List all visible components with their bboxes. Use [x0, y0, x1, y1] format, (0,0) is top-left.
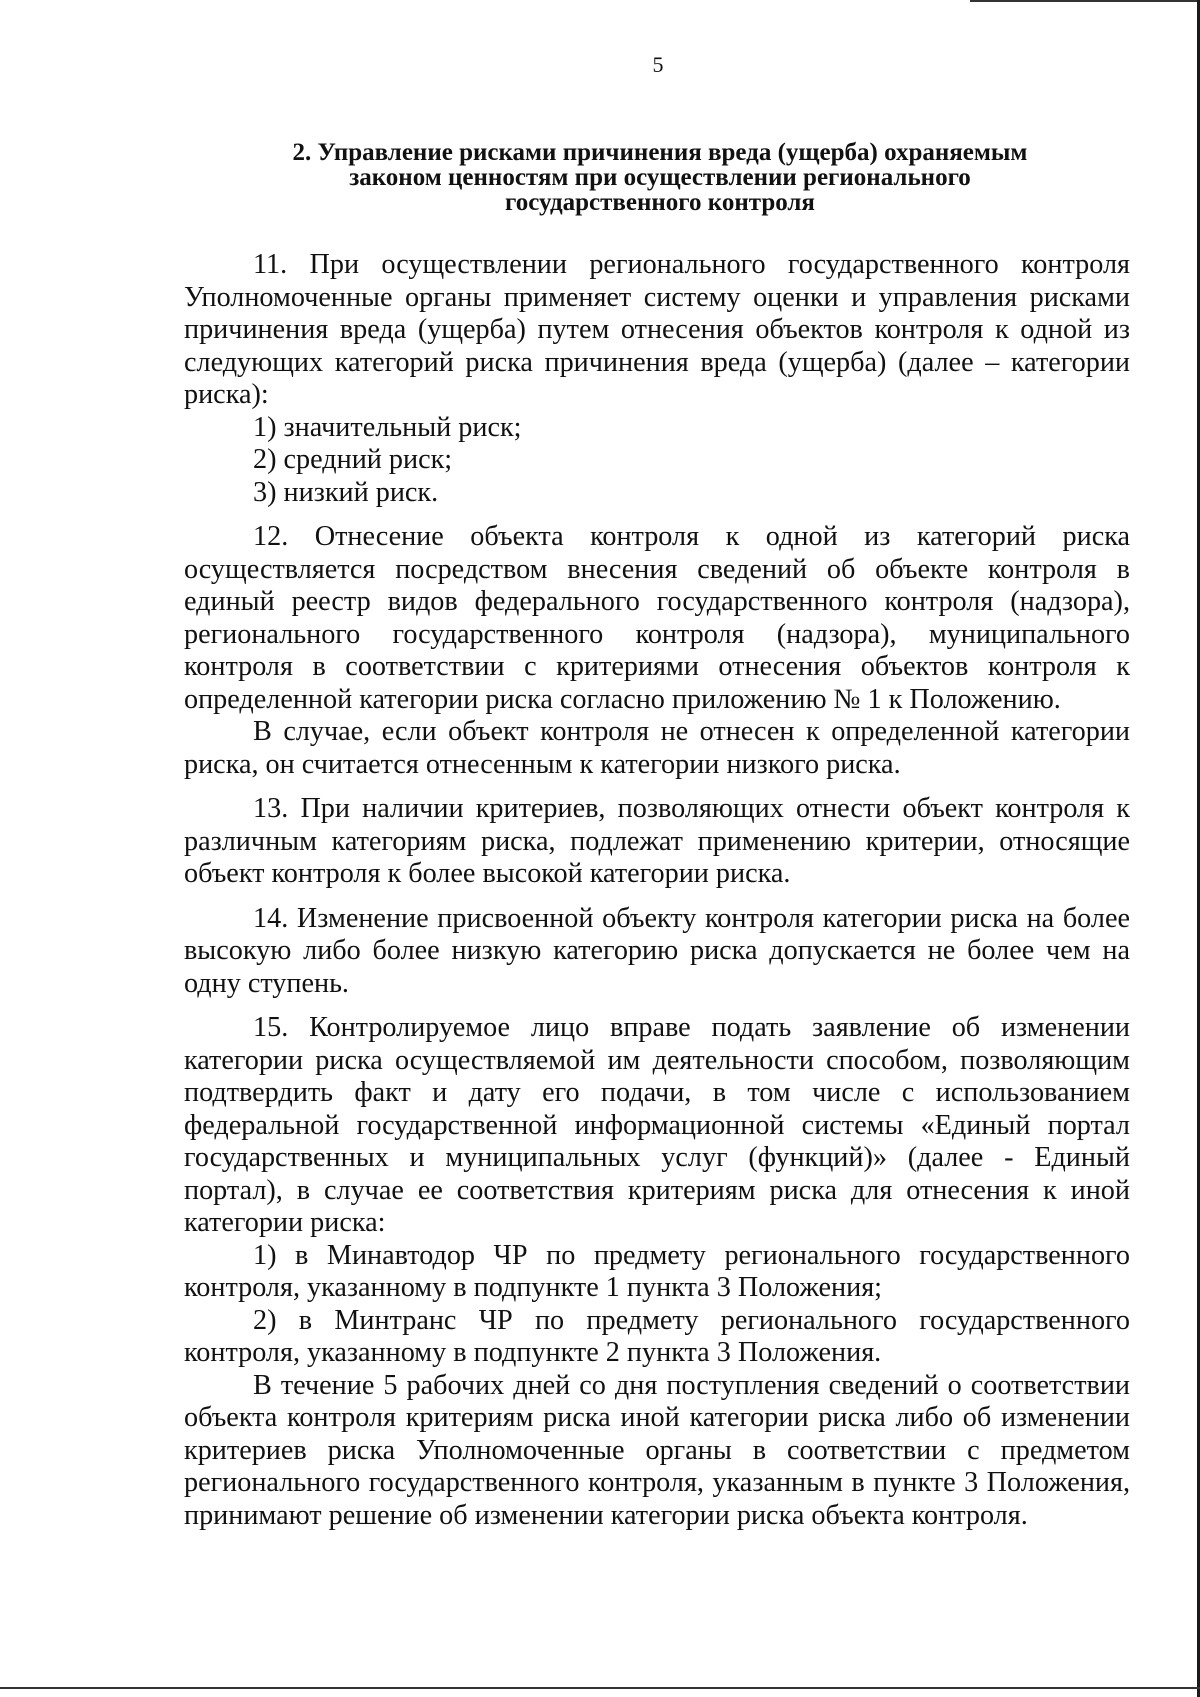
list-item-3: 3) низкий риск.: [253, 476, 439, 508]
scan-edge-bottom: [0, 1687, 1200, 1689]
paragraph-15-item-1: 1) в Минавтодор ЧР по предмету регионального государственного контроля, указанному в подпункте 1 пункта 3 Положения;: [184, 1239, 1130, 1303]
paragraph-15: 15. Контролируемое лицо вправе подать заявление об изменении категории риска осуществляемой им деятельности способом, позволяющим подтвердить факт и дату его подачи, в том числе с использованием федеральной государственной информационной системы «Единый портал государственных и муниципальных услуг (функций)» (далее - Единый портал), в случае ее соответствия критериям риска для отнесения к иной категории риска:: [184, 1012, 1130, 1238]
paragraph-12: 12. Отнесение объекта контроля к одной из категорий риска осуществляется посредством внесения сведений об объекте контроля в единый реестр видов федерального государственного контроля (надзора), регионального государственного контроля (надзора), муниципального контроля в соответствии с критериями отнесения объектов контроля к определенной категории риска согласно приложению № 1 к Положению.: [184, 521, 1130, 715]
paragraph-13: 13. При наличии критериев, позволяющих отнести объект контроля к различным категориям риска, подлежат применению критерии, относящие объект контроля к более высокой категории риска.: [184, 793, 1130, 889]
paragraph-15-item-2: 2) в Минтранс ЧР по предмету регионального государственного контроля, указанному в подпункте 2 пункта 3 Положения.: [184, 1304, 1130, 1368]
scan-edge-top: [970, 0, 1200, 2]
paragraph-12-continuation: В случае, если объект контроля не отнесен к определенной категории риска, он считается отнесенным к категории низкого риска.: [184, 716, 1130, 780]
section-title-line: государственного контроля: [505, 189, 815, 216]
paragraph-14: 14. Изменение присвоенной объекту контроля категории риска на более высокую либо более низкую категорию риска допускается не более чем на одну ступень.: [184, 902, 1130, 999]
list-item-2: 2) средний риск;: [253, 444, 453, 475]
section-title-line: 2. Управление рисками причинения вреда (ущерба) охраняемым: [292, 139, 1028, 166]
section-title-line: законом ценностям при осуществлении регионального: [349, 164, 971, 191]
paragraph-15-continuation: В течение 5 рабочих дней со дня поступления сведений о соответствии объекта контроля критериям риска иной категории риска либо об изменении критериев риска Уполномоченные органы в соответствии с предметом регионального государственного контроля, указанным в пункте 3 Положения, принимают решение об изменении категории риска объекта контроля.: [184, 1369, 1130, 1531]
list-item-1: 1) значительный риск;: [253, 411, 522, 443]
section-title: [195, 140, 1125, 215]
paragraph-11: 11. При осуществлении регионального государственного контроля Уполномоченные органы применяет систему оценки и управления рисками причинения вреда (ущерба) путем отнесения объектов контроля к одной из следующих категорий риска причинения вреда (ущерба) (далее – категории риска):: [184, 249, 1130, 410]
document-body: [184, 249, 1130, 1532]
page-number: 5: [652, 52, 664, 77]
